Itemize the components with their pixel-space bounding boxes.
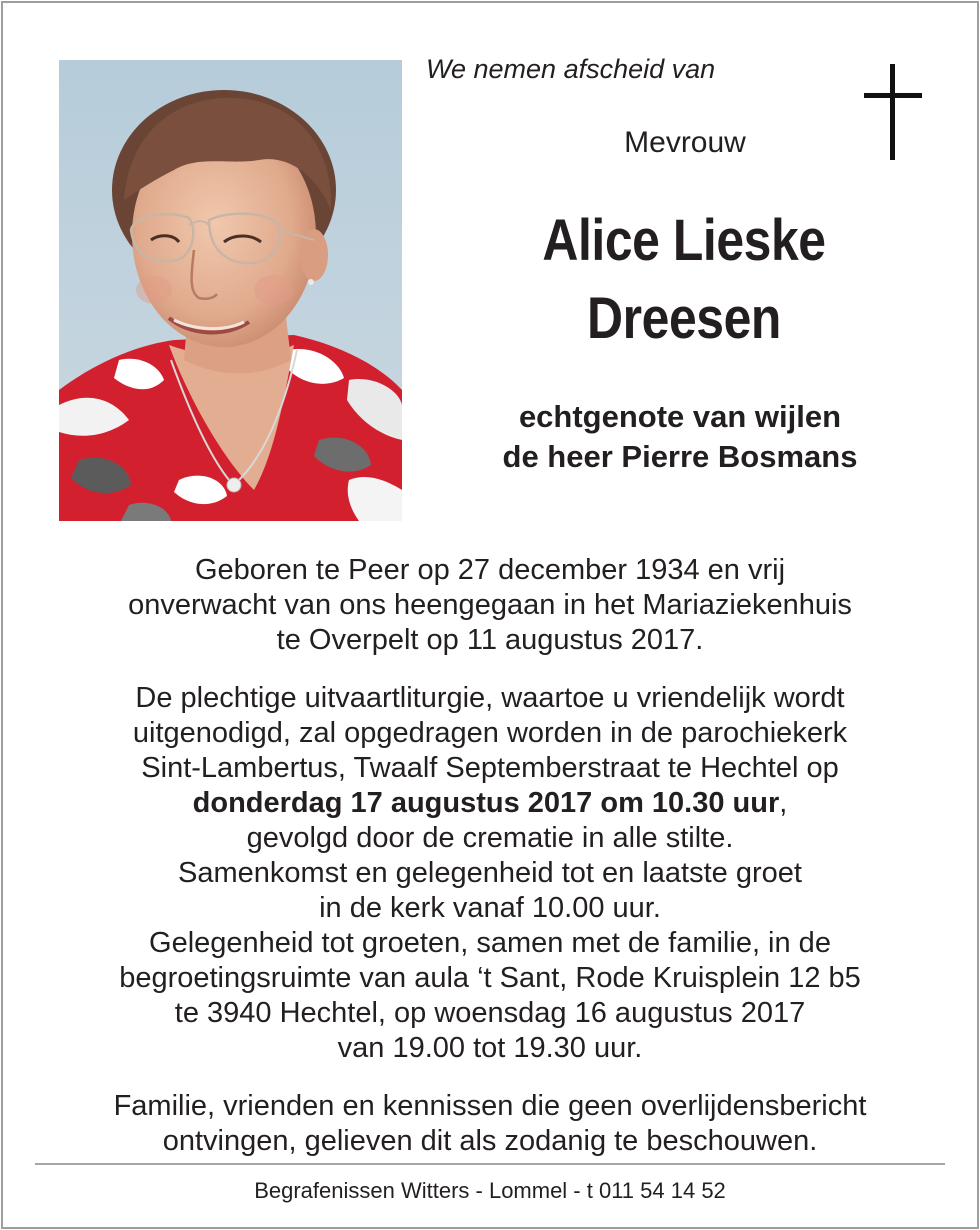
ceremony-line: Gelegenheid tot groeten, samen met de familie, in de — [149, 927, 831, 959]
latin-cross-icon — [864, 64, 922, 160]
deceased-name-line-1: Alice Lieske — [542, 208, 826, 273]
ceremony-line: van 19.00 tot 19.30 uur. — [337, 1032, 643, 1064]
ceremony-date: donderdag 17 augustus 2017 om 10.30 uur — [192, 787, 780, 819]
footer-divider — [35, 1163, 945, 1165]
ceremony-date-suffix: , — [779, 787, 788, 819]
ceremony-line: Samenkomst en gelegenheid tot en laatste groet — [178, 857, 802, 889]
deceased-name-line-2: Dreesen — [587, 286, 781, 351]
birth-paragraph — [40, 553, 940, 658]
birth-line: te Overpelt op 11 augustus 2017. — [276, 624, 704, 656]
relation-line-2: de heer Pierre Bosmans — [502, 439, 858, 474]
ceremony-line: Sint-Lambertus, Twaalf Septemberstraat te Hechtel op — [141, 752, 839, 784]
closing-line: Familie, vrienden en kennissen die geen overlijdensbericht — [113, 1090, 867, 1122]
ceremony-date-line — [40, 786, 940, 821]
portrait-photo — [59, 60, 402, 521]
intro-text: We nemen afscheid van — [426, 54, 716, 84]
salutation: Mevrouw — [624, 126, 746, 159]
ceremony-line: uitgenodigd, zal opgedragen worden in de parochiekerk — [132, 717, 848, 749]
ceremony-line: gevolgd door de crematie in alle stilte. — [246, 822, 734, 854]
ceremony-line: te 3940 Hechtel, op woensdag 16 augustus 2017 — [174, 997, 806, 1029]
closing-line: ontvingen, gelieven dit als zodanig te beschouwen. — [162, 1125, 818, 1157]
ceremony-line: begroetingsruimte van aula ‘t Sant, Rode Kruisplein 12 b5 — [119, 962, 861, 994]
relation-line-1: echtgenote van wijlen — [518, 399, 842, 434]
funeral-home-footer: Begrafenissen Witters - Lommel - t 011 54 14 52 — [254, 1178, 726, 1203]
birth-line: Geboren te Peer op 27 december 1934 en vrij — [194, 554, 786, 586]
ceremony-line: in de kerk vanaf 10.00 uur. — [319, 892, 661, 924]
closing-paragraph — [40, 1089, 940, 1159]
ceremony-line: De plechtige uitvaartliturgie, waartoe u vriendelijk wordt — [135, 682, 845, 714]
ceremony-paragraph — [40, 681, 940, 1066]
birth-line: onverwacht van ons heengegaan in het Mariaziekenhuis — [128, 589, 852, 621]
